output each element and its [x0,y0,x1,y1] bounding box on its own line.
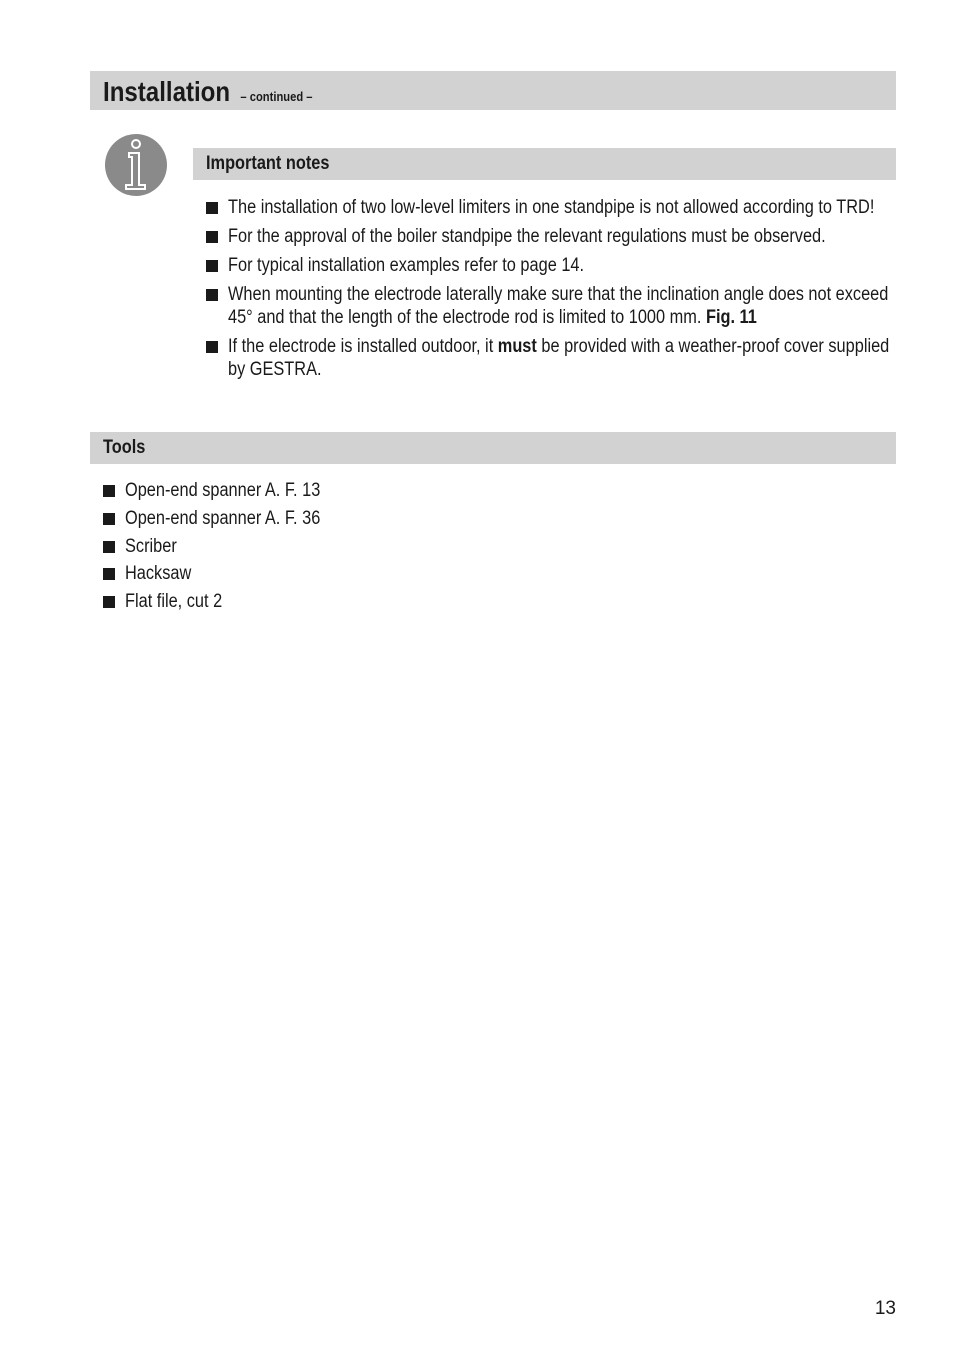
section-header-bar [90,71,896,110]
tools-header [90,432,896,464]
bullet-square-icon [206,260,218,272]
bullet-square-icon [206,341,218,353]
page-number: 13 [874,1298,896,1319]
list-item: Open-end spanner A. F. 36 [103,507,352,530]
list-item: The installation of two low-level limiters in one standpipe is not allowed according to TRD! [206,196,896,219]
bullet-square-icon [103,485,115,497]
list-item: For typical installation examples refer to page 14. [206,254,896,277]
list-item: For the approval of the boiler standpipe the relevant regulations must be observed. [206,225,896,248]
important-notes-header [193,148,896,180]
bullet-square-icon [206,231,218,243]
tools-list [103,479,352,618]
bullet-square-icon [103,568,115,580]
bullet-square-icon [103,596,115,608]
bullet-square-icon [103,541,115,553]
figure-reference: Fig. 11 [705,307,757,328]
important-notes-list [206,196,896,387]
list-item: Scriber [103,535,352,558]
bullet-square-icon [103,513,115,525]
info-icon [104,133,168,197]
important-notes-heading: Important notes [206,153,330,174]
list-item: Open-end spanner A. F. 13 [103,479,352,502]
list-item: Hacksaw [103,562,352,585]
title-subtitle: – continued – [240,89,313,104]
bullet-square-icon [206,202,218,214]
list-item: When mounting the electrode laterally make sure that the inclination angle does not exceed 45° and that the length of the electrode rod is limited to 1000 mm. Fig. 11 [206,283,896,329]
emphasis-text: must [497,336,537,357]
tools-heading: Tools [103,437,146,458]
bullet-square-icon [206,289,218,301]
title-text: Installation [103,76,231,107]
list-item: If the electrode is installed outdoor, it must be provided with a weather-proof cover supplied by GESTRA. [206,335,896,381]
list-item: Flat file, cut 2 [103,590,352,613]
page-title [103,76,312,108]
